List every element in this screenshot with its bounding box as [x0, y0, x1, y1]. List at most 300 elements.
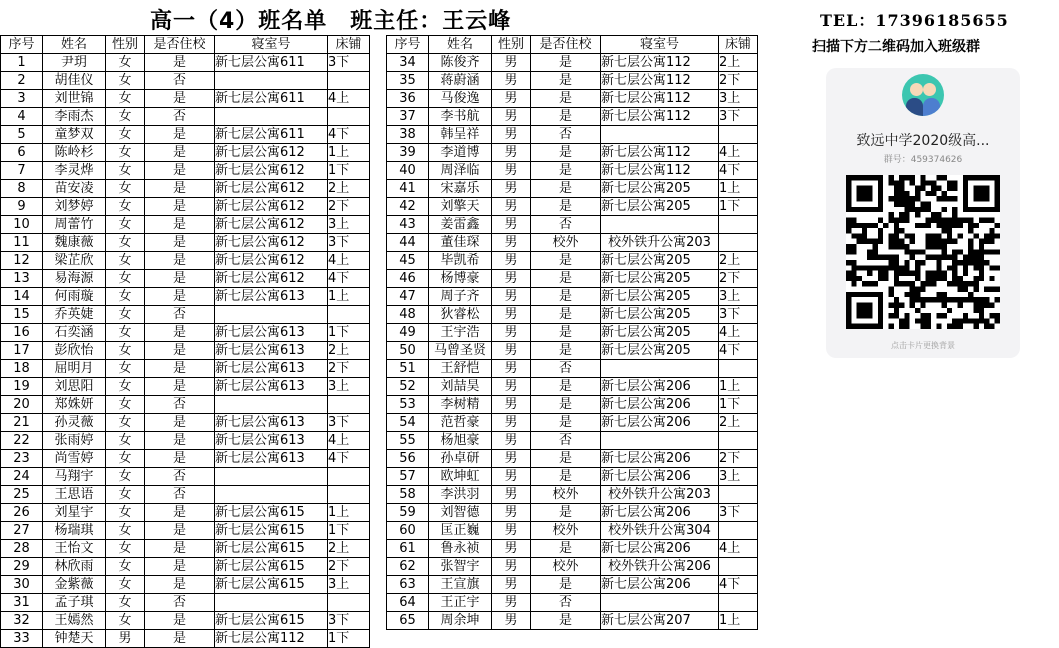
student-name: 苗安凌 — [43, 180, 106, 198]
student-gender: 男 — [492, 414, 531, 432]
student-name: 何雨璇 — [43, 288, 106, 306]
student-name: 周蕾竹 — [43, 216, 106, 234]
header-bed: 床铺 — [328, 36, 370, 54]
bed-position: 4上 — [719, 144, 758, 162]
dorm-room: 新七层公寓612 — [215, 144, 328, 162]
table-row — [387, 486, 758, 504]
dorm-room: 新七层公寓206 — [601, 450, 719, 468]
student-number: 61 — [387, 540, 429, 558]
student-gender: 男 — [492, 360, 531, 378]
dorm-room: 新七层公寓612 — [215, 270, 328, 288]
student-name: 石奕涵 — [43, 324, 106, 342]
dorm-room — [601, 216, 719, 234]
boarding-status: 是 — [531, 504, 601, 522]
dorm-room: 新七层公寓205 — [601, 180, 719, 198]
table-row — [1, 396, 370, 414]
student-number: 29 — [1, 558, 43, 576]
student-name: 周泽临 — [429, 162, 492, 180]
student-name: 张雨婷 — [43, 432, 106, 450]
roster-table-right — [386, 35, 758, 630]
table-row — [387, 522, 758, 540]
bed-position: 2下 — [328, 198, 370, 216]
boarding-status: 是 — [145, 162, 215, 180]
table-row — [1, 540, 370, 558]
table-row — [1, 144, 370, 162]
table-row — [1, 576, 370, 594]
table-row — [387, 180, 758, 198]
student-name: 李树精 — [429, 396, 492, 414]
bed-position — [719, 360, 758, 378]
dorm-room: 新七层公寓206 — [601, 414, 719, 432]
table-row — [1, 378, 370, 396]
student-gender: 女 — [106, 576, 145, 594]
boarding-status: 是 — [531, 180, 601, 198]
student-name: 李洪羽 — [429, 486, 492, 504]
student-number: 59 — [387, 504, 429, 522]
student-number: 32 — [1, 612, 43, 630]
bed-position: 2上 — [328, 342, 370, 360]
student-gender: 女 — [106, 126, 145, 144]
table-row — [387, 432, 758, 450]
student-number: 37 — [387, 108, 429, 126]
student-number: 60 — [387, 522, 429, 540]
table-row — [1, 270, 370, 288]
boarding-status: 是 — [531, 252, 601, 270]
bed-position: 4下 — [328, 450, 370, 468]
student-gender: 男 — [492, 432, 531, 450]
bed-position — [719, 234, 758, 252]
student-number: 33 — [1, 630, 43, 648]
student-gender: 女 — [106, 306, 145, 324]
change-background-hint[interactable]: 点击卡片更换背景 — [891, 341, 955, 350]
table-row — [387, 396, 758, 414]
bed-position: 4下 — [719, 576, 758, 594]
student-number: 1 — [1, 54, 43, 72]
student-gender: 男 — [492, 108, 531, 126]
dorm-room: 新七层公寓206 — [601, 468, 719, 486]
boarding-status: 是 — [145, 342, 215, 360]
dorm-room: 新七层公寓611 — [215, 90, 328, 108]
bed-position: 3下 — [328, 612, 370, 630]
student-number: 35 — [387, 72, 429, 90]
student-gender: 男 — [492, 72, 531, 90]
table-row — [1, 450, 370, 468]
bed-position: 1上 — [328, 144, 370, 162]
student-name: 尹玥 — [43, 54, 106, 72]
dorm-room: 新七层公寓613 — [215, 432, 328, 450]
student-gender: 男 — [492, 270, 531, 288]
dorm-room: 新七层公寓612 — [215, 216, 328, 234]
dorm-room: 新七层公寓205 — [601, 324, 719, 342]
group-avatar-icon — [902, 74, 944, 116]
student-number: 42 — [387, 198, 429, 216]
student-number: 9 — [1, 198, 43, 216]
boarding-status: 否 — [145, 468, 215, 486]
bed-position: 3上 — [719, 468, 758, 486]
student-number: 52 — [387, 378, 429, 396]
bed-position: 1上 — [719, 612, 758, 630]
bed-position: 2上 — [328, 540, 370, 558]
student-number: 6 — [1, 144, 43, 162]
student-number: 24 — [1, 468, 43, 486]
table-row — [1, 342, 370, 360]
dorm-room: 新七层公寓206 — [601, 504, 719, 522]
table-row — [1, 288, 370, 306]
student-number: 57 — [387, 468, 429, 486]
bed-position: 1下 — [328, 324, 370, 342]
student-number: 22 — [1, 432, 43, 450]
student-name: 童梦双 — [43, 126, 106, 144]
student-name: 钟楚天 — [43, 630, 106, 648]
student-number: 31 — [1, 594, 43, 612]
student-name: 刘梦婷 — [43, 198, 106, 216]
student-name: 梁芷欣 — [43, 252, 106, 270]
student-name: 杨旭豪 — [429, 432, 492, 450]
student-number: 63 — [387, 576, 429, 594]
student-gender: 女 — [106, 414, 145, 432]
student-number: 50 — [387, 342, 429, 360]
header-number: 序号 — [387, 36, 429, 54]
table-row — [1, 612, 370, 630]
header-dorm-room: 寝室号 — [601, 36, 719, 54]
boarding-status: 是 — [145, 198, 215, 216]
dorm-room: 校外铁升公寓203 — [601, 234, 719, 252]
table-row — [1, 486, 370, 504]
student-number: 58 — [387, 486, 429, 504]
boarding-status: 是 — [531, 144, 601, 162]
boarding-status: 是 — [531, 414, 601, 432]
bed-position — [328, 468, 370, 486]
dorm-room: 新七层公寓612 — [215, 234, 328, 252]
boarding-status: 是 — [145, 432, 215, 450]
scan-instruction: 扫描下方二维码加入班级群 — [812, 39, 980, 55]
student-number: 18 — [1, 360, 43, 378]
student-gender: 女 — [106, 198, 145, 216]
group-qr-card[interactable] — [826, 68, 1020, 358]
boarding-status: 是 — [145, 378, 215, 396]
table-row — [387, 450, 758, 468]
boarding-status: 是 — [145, 450, 215, 468]
dorm-room: 新七层公寓612 — [215, 162, 328, 180]
student-name: 杨博豪 — [429, 270, 492, 288]
bed-position: 4下 — [328, 270, 370, 288]
student-gender: 男 — [492, 504, 531, 522]
student-name: 林欣雨 — [43, 558, 106, 576]
boarding-status: 校外 — [531, 558, 601, 576]
table-row — [1, 54, 370, 72]
student-number: 54 — [387, 414, 429, 432]
student-name: 杨瑞琪 — [43, 522, 106, 540]
dorm-room: 新七层公寓205 — [601, 306, 719, 324]
table-row — [387, 216, 758, 234]
dorm-room — [215, 306, 328, 324]
student-name: 姜雷鑫 — [429, 216, 492, 234]
student-name: 彭欣怡 — [43, 342, 106, 360]
student-gender: 女 — [106, 540, 145, 558]
qr-code-icon — [846, 175, 1000, 329]
table-header-row — [387, 36, 758, 54]
bed-position: 3上 — [328, 216, 370, 234]
boarding-status: 否 — [145, 594, 215, 612]
boarding-status: 是 — [145, 522, 215, 540]
student-name: 李灵烨 — [43, 162, 106, 180]
boarding-status: 校外 — [531, 522, 601, 540]
student-gender: 女 — [106, 162, 145, 180]
student-name: 马曾圣贤 — [429, 342, 492, 360]
header-boarding: 是否住校 — [145, 36, 215, 54]
dorm-room: 新七层公寓615 — [215, 558, 328, 576]
table-header-row — [1, 36, 370, 54]
student-number: 25 — [1, 486, 43, 504]
table-row — [387, 360, 758, 378]
boarding-status: 是 — [531, 396, 601, 414]
boarding-status: 是 — [531, 162, 601, 180]
boarding-status: 是 — [145, 630, 215, 648]
bed-position — [719, 216, 758, 234]
table-row — [1, 306, 370, 324]
student-number: 19 — [1, 378, 43, 396]
header-boarding: 是否住校 — [531, 36, 601, 54]
student-number: 34 — [387, 54, 429, 72]
bed-position: 2上 — [328, 180, 370, 198]
student-number: 27 — [1, 522, 43, 540]
student-gender: 女 — [106, 234, 145, 252]
student-number: 36 — [387, 90, 429, 108]
dorm-room: 新七层公寓611 — [215, 54, 328, 72]
bed-position — [328, 306, 370, 324]
student-name: 王怡文 — [43, 540, 106, 558]
bed-position: 2下 — [328, 360, 370, 378]
student-name: 欧坤虹 — [429, 468, 492, 486]
bed-position: 3下 — [719, 306, 758, 324]
table-row — [1, 234, 370, 252]
boarding-status: 是 — [531, 324, 601, 342]
table-row — [1, 162, 370, 180]
student-name: 王舒恺 — [429, 360, 492, 378]
student-gender: 女 — [106, 450, 145, 468]
student-name: 匡正巍 — [429, 522, 492, 540]
student-number: 13 — [1, 270, 43, 288]
student-gender: 女 — [106, 504, 145, 522]
bed-position: 3上 — [328, 378, 370, 396]
table-row — [1, 252, 370, 270]
boarding-status: 是 — [145, 54, 215, 72]
bed-position: 3下 — [719, 108, 758, 126]
table-row — [387, 468, 758, 486]
student-number: 30 — [1, 576, 43, 594]
bed-position: 4下 — [719, 342, 758, 360]
dorm-room: 新七层公寓612 — [215, 252, 328, 270]
student-gender: 男 — [492, 234, 531, 252]
dorm-room: 校外铁升公寓203 — [601, 486, 719, 504]
table-row — [1, 126, 370, 144]
boarding-status: 否 — [531, 594, 601, 612]
dorm-room: 新七层公寓206 — [601, 378, 719, 396]
dorm-room: 新七层公寓112 — [601, 144, 719, 162]
student-name: 刘智德 — [429, 504, 492, 522]
student-gender: 女 — [106, 486, 145, 504]
dorm-room: 新七层公寓615 — [215, 612, 328, 630]
table-row — [387, 54, 758, 72]
boarding-status: 是 — [145, 540, 215, 558]
header-dorm-room: 寝室号 — [215, 36, 328, 54]
dorm-room: 新七层公寓207 — [601, 612, 719, 630]
student-name: 易海源 — [43, 270, 106, 288]
table-row — [1, 72, 370, 90]
dorm-room: 新七层公寓613 — [215, 378, 328, 396]
table-row — [387, 252, 758, 270]
student-number: 17 — [1, 342, 43, 360]
boarding-status: 是 — [145, 126, 215, 144]
bed-position: 2下 — [328, 558, 370, 576]
table-row — [1, 432, 370, 450]
student-gender: 男 — [492, 558, 531, 576]
student-number: 21 — [1, 414, 43, 432]
dorm-room: 新七层公寓205 — [601, 342, 719, 360]
boarding-status: 是 — [531, 450, 601, 468]
student-number: 55 — [387, 432, 429, 450]
student-gender: 女 — [106, 108, 145, 126]
dorm-room — [215, 468, 328, 486]
boarding-status: 是 — [531, 54, 601, 72]
student-gender: 女 — [106, 180, 145, 198]
student-name: 王宣旗 — [429, 576, 492, 594]
dorm-room: 新七层公寓615 — [215, 540, 328, 558]
student-number: 41 — [387, 180, 429, 198]
student-name: 陈岭杉 — [43, 144, 106, 162]
table-row — [387, 540, 758, 558]
group-id: 群号：459374626 — [883, 155, 963, 165]
bed-position: 3下 — [719, 504, 758, 522]
bed-position — [719, 522, 758, 540]
student-name: 王思语 — [43, 486, 106, 504]
boarding-status: 是 — [531, 108, 601, 126]
boarding-status: 是 — [145, 180, 215, 198]
student-name: 蒋蔚涵 — [429, 72, 492, 90]
bed-position — [719, 432, 758, 450]
group-name: 致远中学2020级高... — [856, 133, 990, 149]
student-name: 尚雪婷 — [43, 450, 106, 468]
student-gender: 男 — [492, 450, 531, 468]
student-number: 64 — [387, 594, 429, 612]
student-number: 46 — [387, 270, 429, 288]
student-name: 郑姝妍 — [43, 396, 106, 414]
boarding-status: 否 — [531, 126, 601, 144]
student-name: 马俊逸 — [429, 90, 492, 108]
bed-position: 1上 — [719, 378, 758, 396]
student-number: 4 — [1, 108, 43, 126]
table-row — [387, 576, 758, 594]
boarding-status: 是 — [531, 468, 601, 486]
dorm-room — [601, 126, 719, 144]
boarding-status: 否 — [531, 360, 601, 378]
student-number: 3 — [1, 90, 43, 108]
student-gender: 男 — [492, 378, 531, 396]
dorm-room: 新七层公寓613 — [215, 360, 328, 378]
dorm-room: 新七层公寓206 — [601, 396, 719, 414]
dorm-room — [215, 108, 328, 126]
bed-position: 4上 — [328, 432, 370, 450]
student-number: 38 — [387, 126, 429, 144]
student-name: 宋嘉乐 — [429, 180, 492, 198]
boarding-status: 是 — [145, 324, 215, 342]
student-gender: 男 — [492, 198, 531, 216]
student-gender: 女 — [106, 270, 145, 288]
student-gender: 男 — [106, 630, 145, 648]
table-row — [1, 414, 370, 432]
student-name: 王宇浩 — [429, 324, 492, 342]
header-gender: 性别 — [492, 36, 531, 54]
student-name: 孟子琪 — [43, 594, 106, 612]
student-gender: 男 — [492, 162, 531, 180]
table-row — [387, 612, 758, 630]
student-gender: 男 — [492, 540, 531, 558]
bed-position: 1下 — [328, 630, 370, 648]
boarding-status: 否 — [531, 216, 601, 234]
student-gender: 女 — [106, 252, 145, 270]
table-row — [387, 126, 758, 144]
student-name: 鲁永祯 — [429, 540, 492, 558]
dorm-room: 新七层公寓205 — [601, 288, 719, 306]
boarding-status: 是 — [531, 378, 601, 396]
table-row — [1, 504, 370, 522]
dorm-room — [215, 486, 328, 504]
table-row — [1, 198, 370, 216]
table-row — [387, 378, 758, 396]
dorm-room: 新七层公寓112 — [601, 54, 719, 72]
student-name: 陈俊齐 — [429, 54, 492, 72]
table-row — [1, 522, 370, 540]
student-number: 20 — [1, 396, 43, 414]
bed-position: 2下 — [719, 270, 758, 288]
student-gender: 女 — [106, 324, 145, 342]
boarding-status: 是 — [145, 576, 215, 594]
dorm-room: 校外铁升公寓304 — [601, 522, 719, 540]
boarding-status: 是 — [145, 90, 215, 108]
bed-position — [719, 558, 758, 576]
student-name: 王正宇 — [429, 594, 492, 612]
student-gender: 男 — [492, 144, 531, 162]
student-number: 45 — [387, 252, 429, 270]
student-number: 53 — [387, 396, 429, 414]
header-name: 姓名 — [43, 36, 106, 54]
student-name: 刘星宇 — [43, 504, 106, 522]
student-number: 62 — [387, 558, 429, 576]
dorm-room — [601, 594, 719, 612]
table-row — [1, 360, 370, 378]
student-number: 56 — [387, 450, 429, 468]
bed-position: 1下 — [328, 162, 370, 180]
student-name: 李道博 — [429, 144, 492, 162]
student-name: 李书航 — [429, 108, 492, 126]
dorm-room: 新七层公寓615 — [215, 522, 328, 540]
boarding-status: 是 — [531, 270, 601, 288]
header-gender: 性别 — [106, 36, 145, 54]
student-gender: 男 — [492, 252, 531, 270]
table-row — [387, 558, 758, 576]
student-number: 8 — [1, 180, 43, 198]
bed-position: 3下 — [328, 414, 370, 432]
student-gender: 男 — [492, 396, 531, 414]
table-row — [1, 180, 370, 198]
table-row — [1, 216, 370, 234]
boarding-status: 否 — [145, 306, 215, 324]
student-name: 屈明月 — [43, 360, 106, 378]
boarding-status: 是 — [531, 90, 601, 108]
bed-position — [719, 486, 758, 504]
boarding-status: 是 — [531, 288, 601, 306]
student-gender: 女 — [106, 144, 145, 162]
